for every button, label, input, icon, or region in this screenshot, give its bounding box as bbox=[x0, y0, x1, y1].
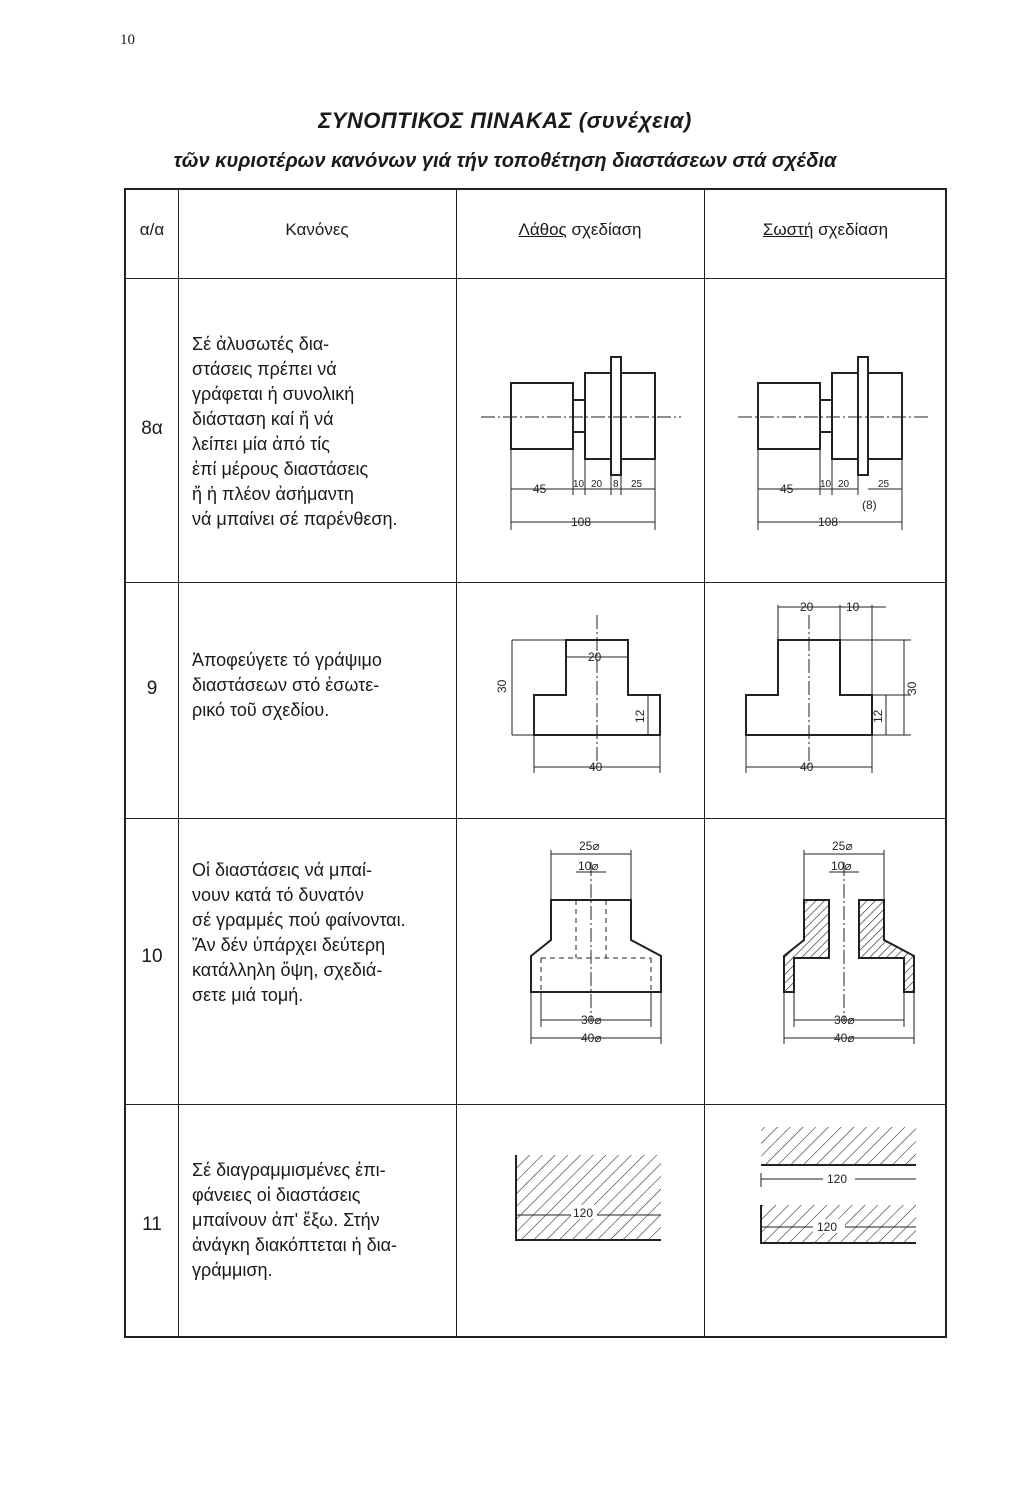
page-subtitle: τῶν κυριοτέρων κανόνων γιά τήν τοποθέτηση διαστάσεων στά σχέδια bbox=[173, 150, 837, 172]
rule-line: ἀνάγκη διακόπτεται ἡ δια- bbox=[192, 1235, 398, 1255]
right-drawing-9 bbox=[726, 595, 941, 795]
rule-line: λείπει μία ἀπό τίς bbox=[192, 434, 330, 454]
dim-label: 10 bbox=[573, 479, 585, 490]
dim-label: 120 bbox=[817, 1220, 838, 1234]
col-divider bbox=[178, 190, 179, 1336]
header-right-suffix: σχεδίαση bbox=[818, 220, 889, 239]
dim-label: 108 bbox=[571, 515, 592, 529]
header-rules: Κανόνες bbox=[285, 220, 349, 239]
dim-label: 30 bbox=[495, 679, 509, 693]
header-wrong bbox=[456, 220, 704, 240]
dim-label: 20 bbox=[588, 650, 602, 664]
dim-label: 20 bbox=[800, 600, 814, 614]
header-wrong-suffix: σχεδίαση bbox=[571, 220, 642, 239]
dim-label: 25 bbox=[878, 479, 890, 490]
rule-line: ἐπί μέρους διαστάσεις bbox=[192, 459, 369, 479]
right-drawing-11 bbox=[751, 1115, 936, 1275]
rule-line: Οἱ διαστάσεις νά μπαί- bbox=[192, 860, 372, 880]
row-number: 9 bbox=[146, 678, 158, 699]
rules-table bbox=[124, 188, 947, 1338]
rule-text bbox=[192, 648, 460, 723]
rule-line: στάσεις πρέπει νά bbox=[192, 359, 337, 379]
rule-line: Σέ ἀλυσωτές δια- bbox=[192, 334, 330, 354]
rule-line: σετε μιά τομή. bbox=[192, 985, 304, 1005]
header-right bbox=[704, 220, 947, 240]
dim-label: 40⌀ bbox=[834, 1031, 855, 1045]
dim-label: 45 bbox=[533, 482, 547, 496]
dim-label: 10⌀ bbox=[831, 859, 852, 873]
dim-label: 30⌀ bbox=[581, 1013, 602, 1027]
row-divider bbox=[126, 278, 945, 279]
dim-label: 30⌀ bbox=[834, 1013, 855, 1027]
dim-label: 10⌀ bbox=[578, 859, 599, 873]
dim-label: 45 bbox=[780, 482, 794, 496]
rule-line: νουν κατά τό δυνατόν bbox=[192, 885, 364, 905]
dim-label: 40 bbox=[800, 760, 814, 774]
rule-text bbox=[192, 1158, 460, 1283]
dim-label: 25⌀ bbox=[832, 839, 853, 853]
row-divider bbox=[126, 1104, 945, 1105]
rule-text bbox=[192, 332, 460, 532]
dim-label: 8 bbox=[613, 479, 619, 490]
dim-label: 12 bbox=[633, 709, 647, 723]
row-number: 10 bbox=[141, 946, 163, 967]
right-drawing-10 bbox=[774, 832, 934, 1062]
dim-label: (8) bbox=[862, 498, 877, 512]
row-divider bbox=[126, 582, 945, 583]
dim-label: 20 bbox=[591, 479, 603, 490]
rule-line: μπαίνουν ἀπ' ἔξω. Στήν bbox=[192, 1210, 380, 1230]
col-divider bbox=[704, 190, 705, 1336]
dim-label: 10 bbox=[846, 600, 860, 614]
dim-label: 25 bbox=[631, 479, 643, 490]
rule-line: κατάλληλη ὄψη, σχεδιά- bbox=[192, 960, 383, 980]
rule-line: Ἀποφεύγετε τό γράψιμο bbox=[192, 650, 382, 670]
dim-label: 40 bbox=[589, 760, 603, 774]
rule-line: γράφεται ἡ συνολική bbox=[192, 384, 355, 404]
wrong-drawing-9 bbox=[476, 595, 691, 795]
dim-label: 120 bbox=[573, 1206, 594, 1220]
header-right-prefix: Σωστή bbox=[762, 220, 814, 239]
rule-line: φάνειες οἱ διαστάσεις bbox=[192, 1185, 361, 1205]
dim-label: 120 bbox=[827, 1172, 848, 1186]
row-divider bbox=[126, 818, 945, 819]
dim-label: 10 bbox=[820, 479, 832, 490]
row-number: 11 bbox=[142, 1214, 162, 1235]
rule-line: σέ γραμμές πού φαίνονται. bbox=[192, 910, 406, 930]
dim-label: 108 bbox=[818, 515, 839, 529]
header-index: α/α bbox=[139, 220, 165, 239]
rule-line: γράμμιση. bbox=[192, 1260, 273, 1280]
rule-line: Σέ διαγραμμισμένες ἐπι- bbox=[192, 1160, 386, 1180]
page-number: 10 bbox=[120, 32, 135, 48]
dim-label: 40⌀ bbox=[581, 1031, 602, 1045]
wrong-drawing-10 bbox=[521, 832, 681, 1062]
dim-label: 20 bbox=[838, 479, 850, 490]
rule-line: νά μπαίνει σέ παρένθεση. bbox=[192, 509, 398, 529]
rule-line: ρικό τοῦ σχεδίου. bbox=[192, 700, 330, 720]
right-drawing-8a bbox=[718, 345, 938, 545]
rule-line: ἤ ἡ πλέον ἀσήμαντη bbox=[192, 484, 354, 504]
wrong-drawing-11 bbox=[501, 1145, 696, 1265]
wrong-drawing-8a bbox=[471, 345, 691, 545]
dim-label: 30 bbox=[905, 681, 919, 695]
rule-line: διαστάσεων στό ἐσωτε- bbox=[192, 675, 380, 695]
dim-label: 25⌀ bbox=[579, 839, 600, 853]
rule-text bbox=[192, 858, 460, 1008]
dim-label: 12 bbox=[871, 709, 885, 723]
page-title: ΣΥΝΟΠΤΙΚΟΣ ΠΙΝΑΚΑΣ (συνέχεια) bbox=[318, 108, 692, 133]
rule-line: Ἄν δέν ὑπάρχει δεύτερη bbox=[192, 935, 386, 955]
rule-line: διάσταση καί ἤ νά bbox=[192, 409, 334, 429]
row-number: 8α bbox=[141, 418, 163, 439]
header-wrong-prefix: Λάθος bbox=[518, 220, 567, 239]
